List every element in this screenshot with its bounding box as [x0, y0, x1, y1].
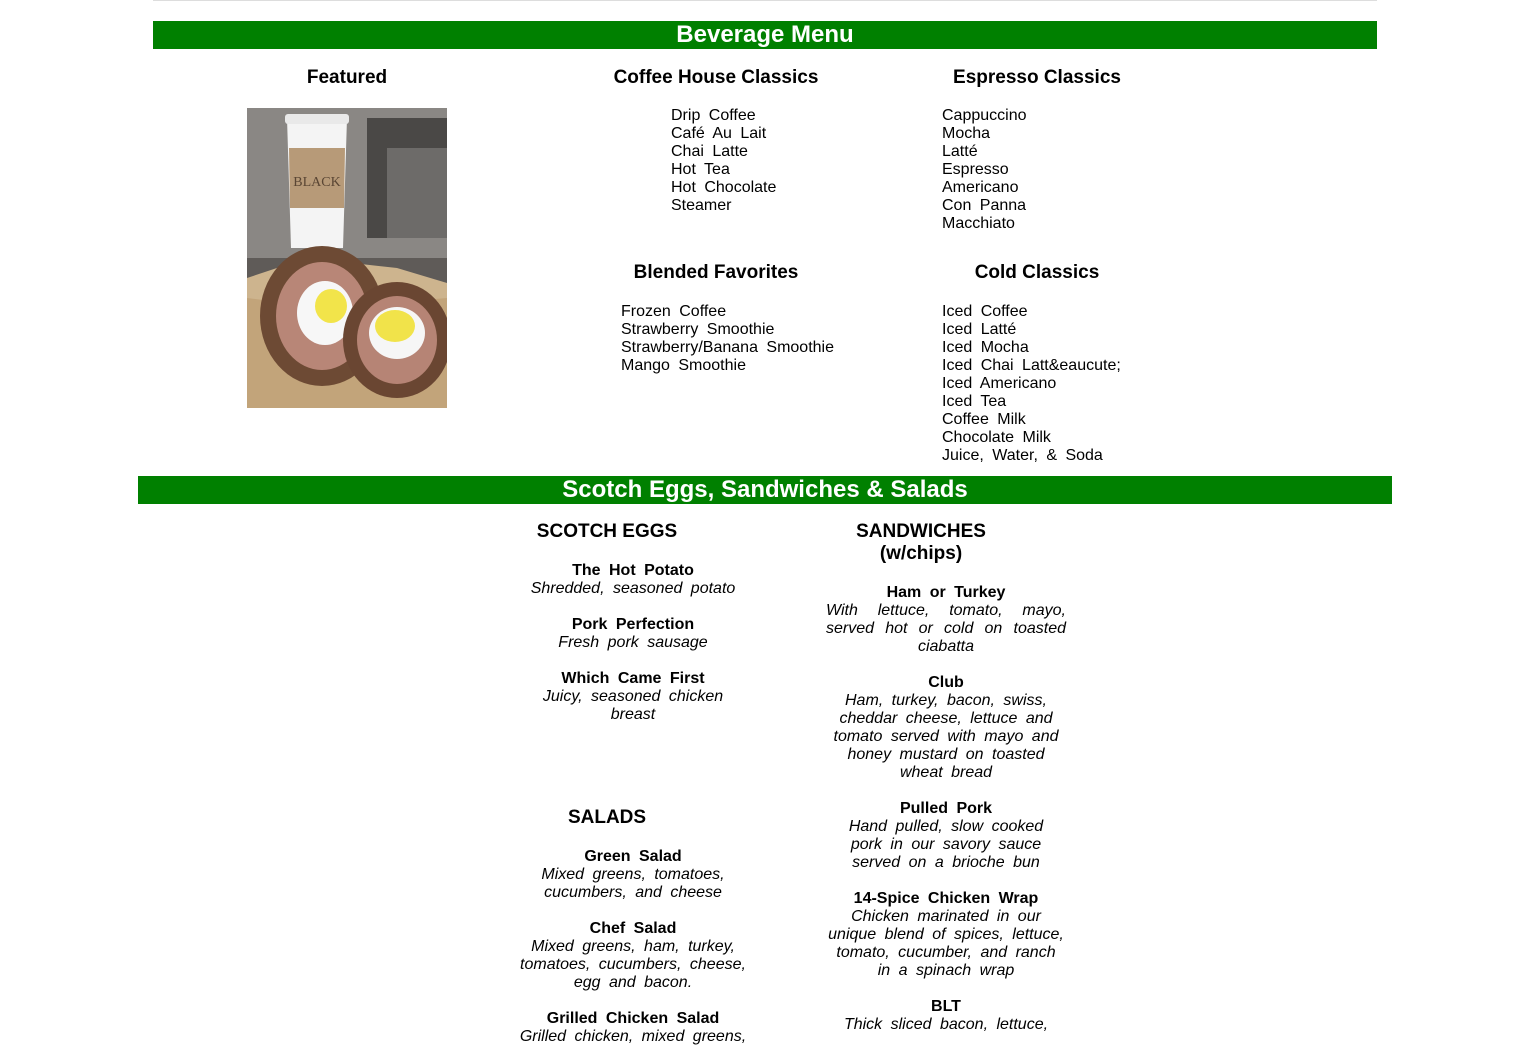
item-description: Grilled chicken, mixed greens,: [519, 1028, 747, 1045]
item-name: BLT: [931, 998, 961, 1015]
espresso-list: [942, 107, 1027, 233]
menu-item: [508, 920, 758, 992]
list-item: Strawberry/Banana Smoothie: [621, 339, 834, 356]
espresso-title: Espresso Classics: [953, 67, 1121, 88]
item-description: Hand pulled, slow cooked pork in our savory sauce served on a brioche bun: [848, 818, 1044, 871]
menu-item: [821, 674, 1071, 782]
item-name: 14-Spice Chicken Wrap: [853, 890, 1039, 907]
item-name: Pulled Pork: [899, 800, 993, 817]
list-item: Iced Coffee: [942, 303, 1028, 320]
item-description: With lettuce, tomato, mayo, served hot or cold on toasted ciabatta: [826, 602, 1066, 655]
item-name: Which Came First: [561, 670, 705, 687]
list-item: Chai Latte: [671, 143, 748, 160]
item-description: Thick sliced bacon, lettuce,: [843, 1016, 1049, 1033]
menu-item: [821, 584, 1071, 656]
list-item: Macchiato: [942, 215, 1015, 232]
list-item: Frozen Coffee: [621, 303, 727, 320]
sandwiches-header: [821, 521, 1021, 565]
sandwiches-subtitle: (w/chips): [879, 543, 963, 564]
list-item: Espresso: [942, 161, 1009, 178]
list-item: Mango Smoothie: [621, 357, 746, 374]
beverage-menu-header: [153, 21, 1377, 49]
blended-list: [621, 303, 834, 375]
item-name: Green Salad: [584, 848, 682, 865]
scotch-eggs-title: SCOTCH EGGS: [536, 521, 678, 542]
beverage-menu-title: Beverage Menu: [676, 21, 854, 48]
list-item: Americano: [942, 179, 1019, 196]
item-description: Juicy, seasoned chicken breast: [542, 688, 724, 723]
item-name: The Hot Potato: [572, 562, 694, 579]
list-item: Steamer: [671, 197, 732, 214]
list-item: Hot Tea: [671, 161, 730, 178]
sandwiches-title: SANDWICHES: [856, 521, 986, 542]
food-menu-title: Scotch Eggs, Sandwiches & Salads: [562, 476, 968, 503]
salads-list: [508, 848, 758, 1064]
salads-title: SALADS: [567, 807, 647, 828]
list-item: Iced Chai Latt&eaucute;: [942, 357, 1121, 374]
featured-photo: [247, 108, 447, 408]
featured-title: Featured: [306, 67, 388, 88]
item-name: Chef Salad: [589, 920, 677, 937]
item-description: Chicken marinated in our unique blend of spices, lettuce, tomato, cucumber, and ranch in a spinach wrap: [828, 908, 1064, 979]
item-name: Pork Perfection: [571, 616, 695, 633]
item-name: Club: [928, 674, 964, 691]
item-description: Shredded, seasoned potato: [530, 580, 736, 597]
list-item: Drip Coffee: [671, 107, 756, 124]
menu-item: [508, 848, 758, 902]
menu-item: [821, 890, 1071, 980]
top-rule: [153, 0, 1377, 1]
list-item: Con Panna: [942, 197, 1027, 214]
coffee-house-list: [671, 107, 776, 215]
list-item: Iced Americano: [942, 375, 1057, 392]
item-description: Ham, turkey, bacon, swiss, cheddar cheese, lettuce and tomato served with mayo and honey mustard on toasted wheat bread: [833, 692, 1059, 781]
list-item: Iced Mocha: [942, 339, 1029, 356]
cold-list: [942, 303, 1121, 465]
list-item: Latté: [942, 143, 978, 160]
item-name: Grilled Chicken Salad: [546, 1010, 720, 1027]
item-description: Mixed greens, ham, turkey, tomatoes, cucumbers, cheese, egg and bacon.: [520, 938, 746, 991]
list-item: Mocha: [942, 125, 991, 142]
item-name: Ham or Turkey: [886, 584, 1006, 601]
list-item: Strawberry Smoothie: [621, 321, 775, 338]
item-description: Fresh pork sausage: [558, 634, 708, 651]
food-menu-header: [138, 476, 1392, 504]
coffee-house-title: Coffee House Classics: [613, 67, 819, 88]
list-item: Juice, Water, & Soda: [942, 447, 1103, 464]
list-item: Iced Tea: [942, 393, 1007, 410]
menu-item: [821, 998, 1071, 1034]
menu-item: [508, 670, 758, 724]
menu-item: [508, 616, 758, 652]
featured-photo-art: [247, 108, 447, 408]
list-item: Chocolate Milk: [942, 429, 1051, 446]
menu-item: [508, 1010, 758, 1046]
blended-title: Blended Favorites: [633, 262, 799, 283]
sandwiches-list: [821, 584, 1071, 1052]
list-item: Iced Latté: [942, 321, 1017, 338]
list-item: Café Au Lait: [671, 125, 767, 142]
list-item: Coffee Milk: [942, 411, 1026, 428]
cup-brand-text: BLACK: [293, 175, 341, 190]
scotch-eggs-list: [508, 562, 758, 742]
item-description: Mixed greens, tomatoes, cucumbers, and cheese: [541, 866, 725, 901]
list-item: Cappuccino: [942, 107, 1027, 124]
menu-item: [821, 800, 1071, 872]
cold-title: Cold Classics: [974, 262, 1100, 283]
menu-item: [508, 562, 758, 598]
list-item: Hot Chocolate: [671, 179, 777, 196]
